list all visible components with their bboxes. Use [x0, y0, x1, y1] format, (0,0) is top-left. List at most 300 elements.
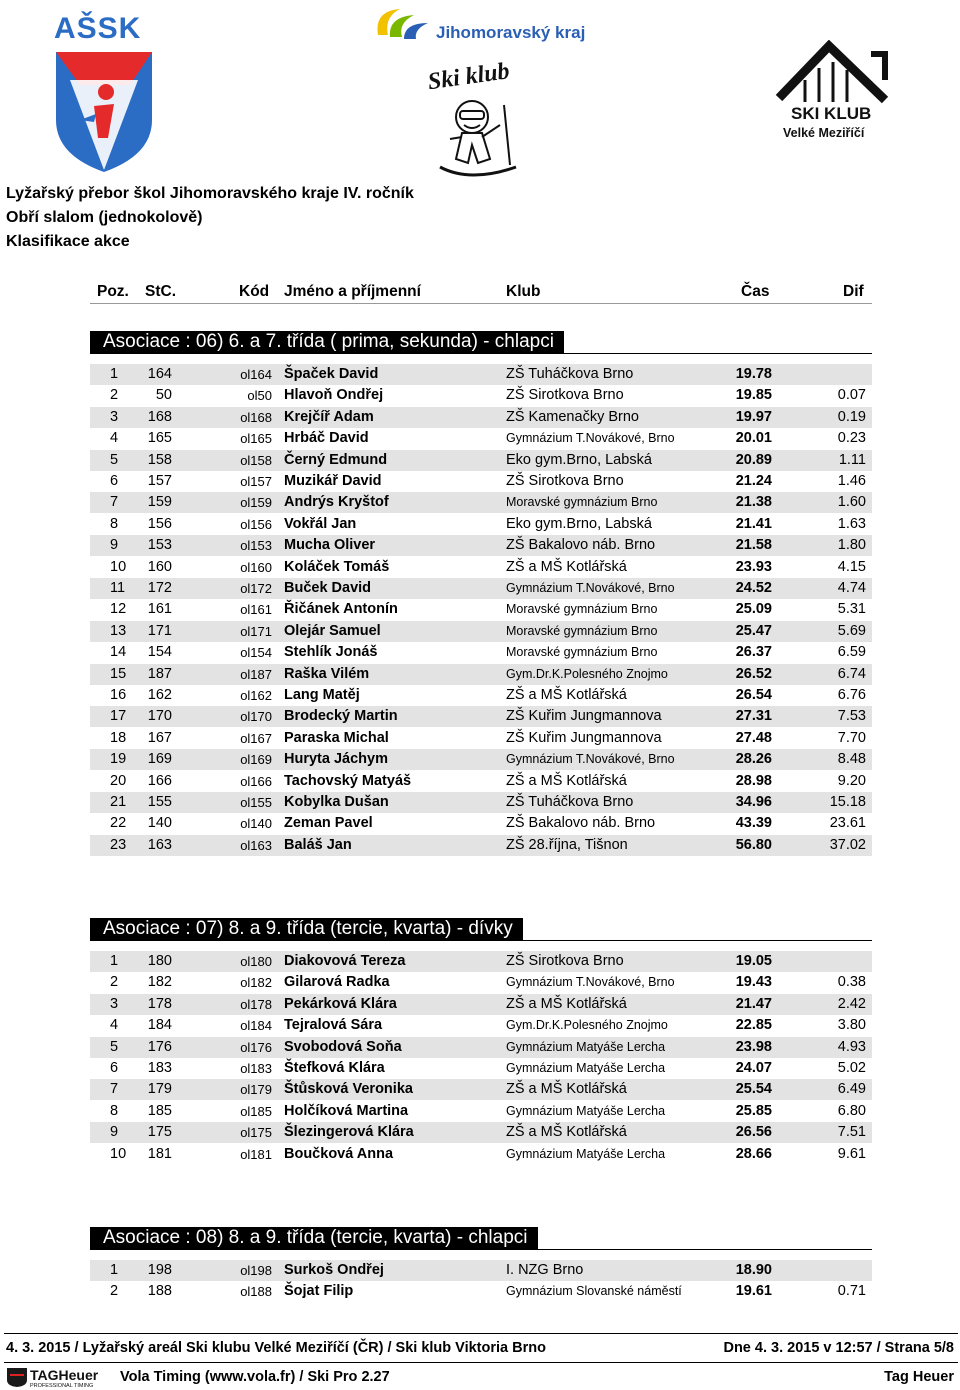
cell-time: 26.54: [735, 687, 772, 703]
cell-time: 19.85: [735, 387, 772, 404]
cell-kod: ol172: [240, 581, 272, 596]
cell-club: Gymnázium T.Novákové, Brno: [506, 431, 675, 446]
cell-name: Řičánek Antonín: [284, 601, 398, 618]
table-row: [90, 1015, 872, 1036]
cell-poz: 18: [110, 729, 127, 746]
cell-stc: 166: [147, 772, 172, 789]
cell-name: Zeman Pavel: [284, 815, 373, 832]
cell-club: Gymnázium Matyáše Lercha: [506, 1039, 666, 1054]
cell-time: 21.24: [735, 473, 772, 489]
cell-stc: 198: [147, 1262, 172, 1278]
table-row: [90, 664, 872, 685]
table-row: [90, 578, 872, 599]
cell-time: 19.97: [735, 408, 772, 425]
cell-poz: 1: [110, 366, 119, 382]
cell-poz: 21: [110, 794, 127, 810]
table-row: [90, 364, 872, 385]
table-row: [90, 557, 872, 578]
col-header-time: Čas: [741, 283, 770, 300]
cell-stc: 153: [147, 537, 172, 554]
jihomoravsky-kraj-logo: [370, 5, 610, 45]
cell-time: 25.47: [735, 622, 772, 639]
cell-dif: 4.74: [837, 580, 866, 596]
cell-stc: 50: [155, 387, 172, 404]
cell-kod: ol183: [240, 1061, 272, 1076]
askk-logo: [50, 10, 160, 175]
cell-dif: 1.11: [838, 451, 866, 468]
cell-time: 28.66: [735, 1145, 772, 1162]
chalet-roof-icon: [775, 40, 905, 105]
cell-dif: 7.53: [837, 708, 866, 725]
cell-club: ZŠ Kamenačky Brno: [506, 408, 639, 425]
cell-stc: 175: [147, 1124, 172, 1141]
cell-time: 20.89: [735, 451, 772, 468]
cell-kod: ol167: [240, 730, 272, 746]
skier-cartoon-icon: [420, 55, 530, 185]
ski-klub-logo: [420, 55, 530, 185]
cell-club: ZŠ Kuřim Jungmannova: [506, 729, 662, 746]
cell-time: 56.80: [735, 836, 772, 853]
cell-name: Huryta Jáchym: [284, 751, 388, 768]
cell-time: 27.48: [735, 729, 772, 746]
cell-club: ZŠ Tuháčkova Brno: [506, 366, 634, 382]
cell-dif: 0.38: [837, 974, 866, 991]
cell-poz: 4: [110, 1017, 119, 1034]
cell-stc: 184: [147, 1017, 172, 1034]
table-row: [90, 728, 872, 749]
cell-time: 28.98: [735, 772, 772, 789]
cell-stc: 176: [147, 1038, 172, 1055]
cell-name: Boučková Anna: [284, 1145, 394, 1162]
section-title: Asociace : 07) 8. a 9. třída (tercie, kvarta) - dívky: [90, 918, 523, 940]
cell-stc: 179: [147, 1081, 172, 1098]
cell-time: 19.05: [735, 953, 772, 969]
cell-poz: 3: [110, 408, 119, 425]
table-row: [90, 407, 872, 428]
cell-club: Gymnázium Slovanské náměstí: [506, 1284, 682, 1299]
cell-poz: 3: [110, 995, 119, 1012]
cell-club: ZŠ Tuháčkova Brno: [506, 794, 634, 810]
cell-time: 23.98: [735, 1038, 772, 1055]
table-row: [90, 792, 872, 813]
cell-name: Andrýs Kryštof: [284, 494, 389, 511]
cell-name: Svobodová Soňa: [284, 1038, 402, 1055]
cell-club: Gymnázium Matyáše Lercha: [506, 1146, 666, 1161]
cell-dif: 3.80: [837, 1017, 866, 1034]
cell-dif: 37.02: [829, 836, 866, 853]
cell-poz: 8: [110, 1102, 119, 1119]
cell-stc: 160: [147, 558, 172, 575]
cell-poz: 7: [110, 1081, 119, 1098]
table-row: [90, 428, 872, 449]
cell-club: ZŠ a MŠ Kotlářská: [506, 772, 627, 789]
cell-stc: 178: [147, 995, 172, 1012]
cell-poz: 14: [110, 644, 127, 661]
cell-dif: 1.80: [837, 537, 866, 554]
cell-kod: ol154: [240, 645, 272, 661]
cell-club: ZŠ Sirotkova Brno: [506, 953, 624, 969]
cell-name: Špaček David: [284, 366, 379, 382]
cell-stc: 165: [147, 430, 172, 447]
cell-club: Gymnázium T.Novákové, Brno: [506, 752, 675, 767]
table-row: [90, 813, 872, 834]
cell-dif: 5.31: [837, 601, 866, 618]
cell-club: ZŠ Sirotkova Brno: [506, 387, 624, 404]
cell-name: Lang Matěj: [284, 687, 360, 703]
cell-poz: 6: [110, 1060, 119, 1076]
cell-poz: 6: [110, 473, 119, 489]
cell-time: 26.37: [735, 644, 772, 661]
cell-dif: 5.02: [837, 1060, 866, 1076]
cell-club: Gymnázium T.Novákové, Brno: [506, 975, 675, 990]
cell-kod: ol156: [240, 516, 272, 532]
table-row: [90, 994, 872, 1015]
cell-club: Eko gym.Brno, Labská: [506, 451, 652, 468]
cell-name: Hlavoň Ondřej: [284, 387, 384, 404]
cell-club: Gym.Dr.K.Polesného Znojmo: [506, 666, 668, 681]
cell-kod: ol181: [240, 1146, 272, 1162]
cell-kod: ol182: [240, 975, 272, 991]
col-header-dif: Dif: [843, 283, 864, 300]
table-row: [90, 450, 872, 471]
cell-stc: 156: [147, 515, 172, 532]
table-row: [90, 951, 872, 972]
cell-kod: ol140: [240, 816, 272, 832]
cell-time: 18.90: [735, 1262, 772, 1278]
cell-kod: ol179: [240, 1082, 272, 1098]
cell-kod: ol185: [240, 1103, 272, 1119]
cell-poz: 2: [110, 1283, 119, 1300]
cell-dif: 0.71: [837, 1283, 866, 1300]
section-title: Asociace : 08) 8. a 9. třída (tercie, kvarta) - chlapci: [90, 1227, 538, 1249]
section-divider: [90, 1249, 872, 1250]
cell-dif: 2.42: [837, 995, 866, 1012]
table-row: [90, 514, 872, 535]
cell-stc: 182: [147, 974, 172, 991]
cell-stc: 158: [147, 451, 172, 468]
cell-kod: ol171: [240, 623, 272, 639]
cell-kod: ol187: [240, 666, 272, 682]
cell-poz: 1: [110, 953, 119, 969]
cell-stc: 155: [147, 794, 172, 810]
cell-time: 21.41: [735, 515, 772, 532]
cell-name: Šlezingerová Klára: [284, 1124, 414, 1141]
cell-name: Pekárková Klára: [284, 995, 397, 1012]
cell-name: Mucha Oliver: [284, 537, 376, 554]
table-row: [90, 1101, 872, 1122]
cell-club: Moravské gymnázium Brno: [506, 495, 658, 510]
cell-stc: 171: [147, 622, 172, 639]
cell-dif: 8.48: [837, 751, 866, 768]
col-header-club: Klub: [506, 283, 541, 300]
cell-poz: 13: [110, 622, 127, 639]
cell-poz: 2: [110, 387, 119, 404]
cell-dif: 0.23: [837, 430, 866, 447]
svm-logo-line2: Velké Meziříčí: [783, 126, 865, 140]
discipline-title: Obří slalom (jednokolově): [6, 209, 203, 226]
cell-stc: 140: [147, 815, 172, 832]
cell-time: 24.07: [735, 1060, 772, 1076]
cell-time: 25.09: [735, 601, 772, 618]
cell-club: Gymnázium Matyáše Lercha: [506, 1061, 666, 1075]
cell-club: Gymnázium T.Novákové, Brno: [506, 581, 675, 595]
cell-time: 24.52: [735, 580, 772, 596]
cell-dif: 7.70: [837, 729, 866, 746]
cell-time: 25.54: [735, 1081, 772, 1098]
cell-time: 20.01: [735, 430, 772, 447]
table-row: [90, 599, 872, 620]
cell-name: Stehlík Jonáš: [284, 644, 378, 661]
table-row: [90, 1122, 872, 1143]
cell-club: ZŠ a MŠ Kotlářská: [506, 995, 627, 1012]
cell-dif: 6.49: [837, 1081, 866, 1098]
cell-stc: 157: [147, 473, 172, 489]
cell-time: 23.93: [735, 558, 772, 575]
classification-title: Klasifikace akce: [6, 233, 130, 250]
cell-name: Olejár Samuel: [284, 622, 381, 639]
table-row: [90, 835, 872, 856]
footer-divider-top: [4, 1333, 958, 1334]
cell-kod: ol176: [240, 1039, 272, 1055]
section-divider: [90, 353, 872, 354]
cell-poz: 8: [110, 515, 119, 532]
cell-kod: ol180: [240, 954, 272, 969]
cell-club: ZŠ a MŠ Kotlářská: [506, 1081, 627, 1098]
table-row: [90, 385, 872, 406]
cell-poz: 23: [110, 836, 127, 853]
table-row: [90, 1058, 872, 1079]
cell-kod: ol188: [240, 1284, 272, 1300]
table-row: [90, 471, 872, 492]
cell-time: 19.43: [735, 974, 772, 991]
svm-logo-line1: SKI KLUB: [791, 104, 872, 123]
cell-dif: 9.61: [837, 1145, 866, 1162]
cell-name: Kobylka Dušan: [284, 794, 389, 810]
cell-name: Hrbáč David: [284, 430, 369, 447]
cell-name: Štefková Klára: [284, 1060, 385, 1076]
cell-poz: 1: [110, 1262, 119, 1278]
cell-stc: 167: [147, 729, 172, 746]
cell-name: Tejralová Sára: [284, 1017, 383, 1034]
cell-stc: 183: [147, 1060, 172, 1076]
cell-kod: ol50: [247, 388, 272, 404]
cell-name: Štůsková Veronika: [284, 1081, 413, 1098]
cell-name: Koláček Tomáš: [284, 558, 390, 575]
cell-club: I. NZG Brno: [506, 1262, 584, 1278]
tag-heuer-logo: [6, 1366, 110, 1388]
cell-dif: 6.74: [837, 665, 866, 682]
cell-stc: 169: [147, 751, 172, 768]
footer-print-info: Dne 4. 3. 2015 v 12:57 / Strana 5/8: [723, 1340, 954, 1356]
cell-poz: 2: [110, 974, 119, 991]
cell-dif: 1.46: [837, 473, 866, 489]
cell-club: Moravské gymnázium Brno: [506, 623, 658, 638]
cell-club: ZŠ a MŠ Kotlářská: [506, 1124, 627, 1141]
cell-poz: 4: [110, 430, 119, 447]
table-row: [90, 535, 872, 556]
tag-heuer-logo-text: TAGHeuer: [30, 1367, 99, 1383]
cell-dif: 23.61: [829, 815, 866, 832]
cell-dif: 0.19: [837, 408, 866, 425]
table-row: [90, 1037, 872, 1058]
footer-divider-bottom: [4, 1362, 958, 1363]
col-header-stc: StC.: [145, 283, 176, 300]
cell-poz: 9: [110, 537, 119, 554]
cell-poz: 15: [110, 665, 127, 682]
cell-kod: ol198: [240, 1263, 272, 1278]
cell-poz: 9: [110, 1124, 119, 1141]
cell-stc: 168: [147, 408, 172, 425]
cell-club: Moravské gymnázium Brno: [506, 602, 658, 617]
cell-time: 21.38: [735, 494, 772, 511]
cell-name: Muzikář David: [284, 473, 382, 489]
footer-timing-brand: Tag Heuer: [884, 1369, 954, 1385]
cell-stc: 172: [147, 580, 172, 596]
cell-name: Holčíková Martina: [284, 1102, 409, 1119]
cell-dif: 7.51: [837, 1124, 866, 1141]
cell-kod: ol169: [240, 752, 272, 768]
cell-time: 21.47: [735, 995, 772, 1012]
cell-club: ZŠ a MŠ Kotlářská: [506, 558, 627, 575]
cell-kod: ol158: [240, 452, 272, 468]
cell-club: Moravské gymnázium Brno: [506, 645, 658, 660]
cell-poz: 16: [110, 687, 127, 703]
cell-poz: 17: [110, 708, 127, 725]
cell-name: Diakovová Tereza: [284, 953, 406, 969]
cell-name: Gilarová Radka: [284, 974, 390, 991]
cell-kod: ol170: [240, 709, 272, 725]
cell-club: Eko gym.Brno, Labská: [506, 515, 652, 532]
cell-dif: 1.60: [837, 494, 866, 511]
cell-kod: ol184: [240, 1018, 272, 1034]
cell-dif: 15.18: [829, 794, 866, 810]
cell-time: 34.96: [735, 794, 772, 810]
cell-time: 26.52: [735, 665, 772, 682]
cell-name: Paraska Michal: [284, 729, 389, 746]
cell-poz: 20: [110, 772, 127, 789]
table-row: [90, 706, 872, 727]
col-header-kod: Kód: [239, 283, 270, 300]
cell-poz: 19: [110, 751, 127, 768]
cell-kod: ol160: [240, 559, 272, 575]
cell-kod: ol163: [240, 837, 272, 853]
cell-name: Krejčíř Adam: [284, 408, 374, 425]
cell-poz: 10: [110, 1145, 127, 1162]
cell-kod: ol175: [240, 1125, 272, 1141]
cell-time: 26.56: [735, 1124, 772, 1141]
cell-dif: 6.59: [837, 644, 866, 661]
cell-kod: ol153: [240, 538, 272, 554]
cell-stc: 180: [147, 953, 172, 969]
cell-stc: 187: [147, 665, 172, 682]
cell-kod: ol161: [240, 602, 272, 618]
cell-kod: ol164: [240, 367, 272, 382]
cell-time: 43.39: [735, 815, 772, 832]
cell-dif: 5.69: [837, 622, 866, 639]
cell-dif: 6.80: [837, 1102, 866, 1119]
cell-kod: ol162: [240, 688, 272, 703]
jmk-logo-text: Jihomoravský kraj: [436, 23, 586, 42]
cell-name: Buček David: [284, 580, 372, 596]
cell-dif: 0.07: [837, 387, 866, 404]
cell-kod: ol157: [240, 474, 272, 489]
table-row: [90, 1144, 872, 1165]
cell-dif: 4.15: [837, 558, 866, 575]
cell-club: Gym.Dr.K.Polesného Znojmo: [506, 1018, 668, 1033]
ski-klub-velke-mezirici-logo: [775, 40, 905, 145]
table-row: [90, 685, 872, 706]
cell-kod: ol166: [240, 773, 272, 789]
footer-software-info: Vola Timing (www.vola.fr) / Ski Pro 2.27: [120, 1369, 390, 1385]
cell-stc: 159: [147, 494, 172, 511]
table-row: [90, 972, 872, 993]
cell-dif: 6.76: [837, 687, 866, 703]
table-row: [90, 642, 872, 663]
cell-name: Brodecký Martin: [284, 708, 398, 725]
cell-stc: 161: [147, 601, 172, 618]
cell-poz: 12: [110, 601, 127, 618]
cell-club: ZŠ Kuřim Jungmannova: [506, 708, 662, 725]
cell-poz: 5: [110, 1038, 119, 1055]
cell-dif: 9.20: [837, 772, 866, 789]
cell-stc: 163: [147, 836, 172, 853]
tag-heuer-shield-icon: [6, 1366, 110, 1388]
table-row: [90, 749, 872, 770]
cell-kod: ol155: [240, 795, 272, 810]
table-row: [90, 1281, 872, 1302]
cell-club: ZŠ 28.října, Tišnon: [506, 836, 628, 853]
cell-kod: ol168: [240, 409, 272, 425]
jmk-emblem-icon: [370, 5, 430, 45]
cell-name: Černý Edmund: [284, 451, 388, 468]
cell-club: ZŠ Bakalovo náb. Brno: [506, 537, 656, 554]
cell-poz: 11: [110, 580, 126, 596]
cell-name: Tachovský Matyáš: [284, 772, 412, 789]
header-divider: [90, 303, 872, 304]
cell-name: Surkoš Ondřej: [284, 1262, 384, 1278]
section-divider: [90, 940, 872, 941]
section-title: Asociace : 06) 6. a 7. třída ( prima, sekunda) - chlapci: [90, 331, 564, 353]
cell-kod: ol165: [240, 431, 272, 447]
ski-klub-text: Ski klub: [426, 58, 512, 96]
cell-time: 27.31: [735, 708, 772, 725]
cell-name: Šojat Filip: [284, 1283, 354, 1300]
cell-club: ZŠ a MŠ Kotlářská: [506, 687, 627, 703]
cell-name: Vokřál Jan: [284, 515, 357, 532]
cell-stc: 170: [147, 708, 172, 725]
cell-poz: 7: [110, 494, 119, 511]
event-title: Lyžařský přebor škol Jihomoravského kraje IV. ročník: [6, 185, 414, 202]
table-row: [90, 1079, 872, 1100]
askk-logo-text: AŠSK: [54, 12, 142, 45]
cell-kod: ol178: [240, 996, 272, 1012]
cell-name: Raška Vilém: [284, 665, 370, 682]
askk-shield-icon: [50, 10, 160, 175]
cell-kod: ol159: [240, 495, 272, 511]
cell-time: 19.78: [735, 366, 772, 382]
cell-dif: 4.93: [837, 1038, 866, 1055]
col-header-name: Jméno a příjmenní: [284, 283, 421, 300]
col-header-poz: Poz.: [97, 283, 129, 300]
cell-poz: 5: [110, 451, 119, 468]
cell-club: ZŠ Sirotkova Brno: [506, 473, 624, 489]
cell-stc: 164: [147, 366, 172, 382]
cell-club: Gymnázium Matyáše Lercha: [506, 1103, 666, 1118]
tag-heuer-logo-sub: PROFESSIONAL TIMING: [30, 1383, 94, 1388]
cell-time: 22.85: [735, 1017, 772, 1034]
table-row: [90, 492, 872, 513]
table-row: [90, 771, 872, 792]
